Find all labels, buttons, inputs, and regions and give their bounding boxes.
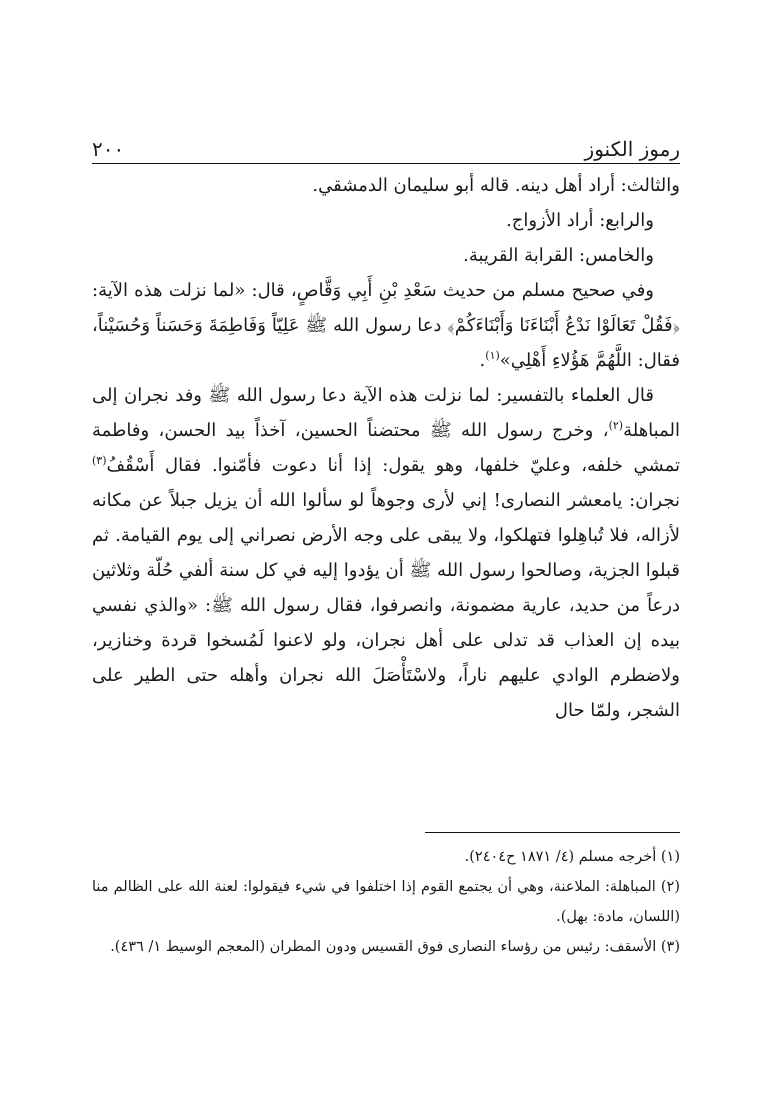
paragraph-fifth-opinion: والخامس: القرابة القريبة. bbox=[463, 245, 654, 266]
footnote-1: (١) أخرجه مسلم (٤/ ١٨٧١ ح٢٤٠٤). bbox=[464, 849, 680, 865]
footnotes bbox=[92, 842, 680, 962]
running-title: رموز الكنوز bbox=[584, 137, 680, 161]
footnote-ref-2: (٢) bbox=[608, 419, 624, 432]
header-divider bbox=[92, 163, 680, 164]
hadith-end: . bbox=[479, 350, 486, 371]
footnote-ref-3: (٣) bbox=[92, 454, 107, 467]
paragraph-hadith-muslim bbox=[92, 273, 680, 378]
main-text bbox=[92, 168, 680, 728]
footnote-2: (٢) المباهلة: الملاعنة، وهي أن يجتمع القوم إذا اختلفوا في شيء فيقولوا: لعنة الله على الظالم منا (اللسان، مادة: بهل). bbox=[92, 879, 680, 925]
footnote-ref-1: (١) bbox=[485, 349, 500, 362]
paragraph-mubahala bbox=[92, 378, 680, 728]
mubahala-text-c: نجران: يامعشر النصارى! إني لأرى وجوهاً لو سألوا الله أن يزيل جبلاً عن مكانه لأزاله، فلا تُباهِلوا فتهلكوا، ولا يبقى على وجه الأرض نصراني إلى يوم القيامة. ثم قبلوا الجزية، وصالحوا رسول الله ﷺ أن يؤدوا إليه في كل سنة ألفي حُلّة وثلاثين درعاً من حديد، عارية مضمونة، وانصرفوا، فقال رسول الله ﷺ: «والذي نفسي بيده إن العذاب قد تدلى على أهل نجران، ولو لاعنوا لَمُسخوا قردة وخنازير، ولاضطرم الوادي عليهم ناراً، ولاسْتَأْصَلَ الله نجران وأهله حتى الطير على الشجر، ولمّا حال bbox=[92, 490, 680, 721]
paragraph-fourth-opinion: والرابع: أراد الأزواج. bbox=[506, 210, 654, 231]
page-number: ٢٠٠ bbox=[92, 137, 125, 161]
paragraph-third-opinion: والثالث: أراد أهل دينه. قاله أبو سليمان الدمشقي. bbox=[312, 175, 680, 196]
page-header bbox=[92, 128, 680, 162]
mubahala-text-b: ، وخرج رسول الله ﷺ محتضناً الحسين، آخذاً بيد الحسن، وفاطمة تمشي خلفه، وعليّ خلفها، وهو يقول: إذا أنا دعوت فأمّنوا. فقال أَسْقُفُ bbox=[92, 420, 680, 476]
footnote-divider bbox=[425, 832, 680, 833]
mubahala-text-a: قال العلماء بالتفسير: لما نزلت هذه الآية دعا رسول الله ﷺ وفد نجران إلى المباهلة bbox=[92, 385, 680, 441]
footnote-3: (٣) الأسقف: رئيس من رؤساء النصارى فوق القسيس ودون المطران (المعجم الوسيط ١/ ٤٣٦). bbox=[110, 939, 680, 955]
hadith-text: وفي صحيح مسلم من حديث سَعْدِ بْنِ أَبِي وَقَّاصٍ، قال: «لما نزلت هذه الآية: ﴿فَقُلْ تَعَالَوْا نَدْعُ أَبْنَاءَنَا وَأَبْنَاءَكُمْ﴾ دعا رسول الله ﷺ عَلِيّاً وَفَاطِمَةَ وَحَسَناً وَحُسَيْناً، فقال: اللَّهُمَّ هَؤُلاءِ أَهْلِي» bbox=[92, 280, 680, 371]
